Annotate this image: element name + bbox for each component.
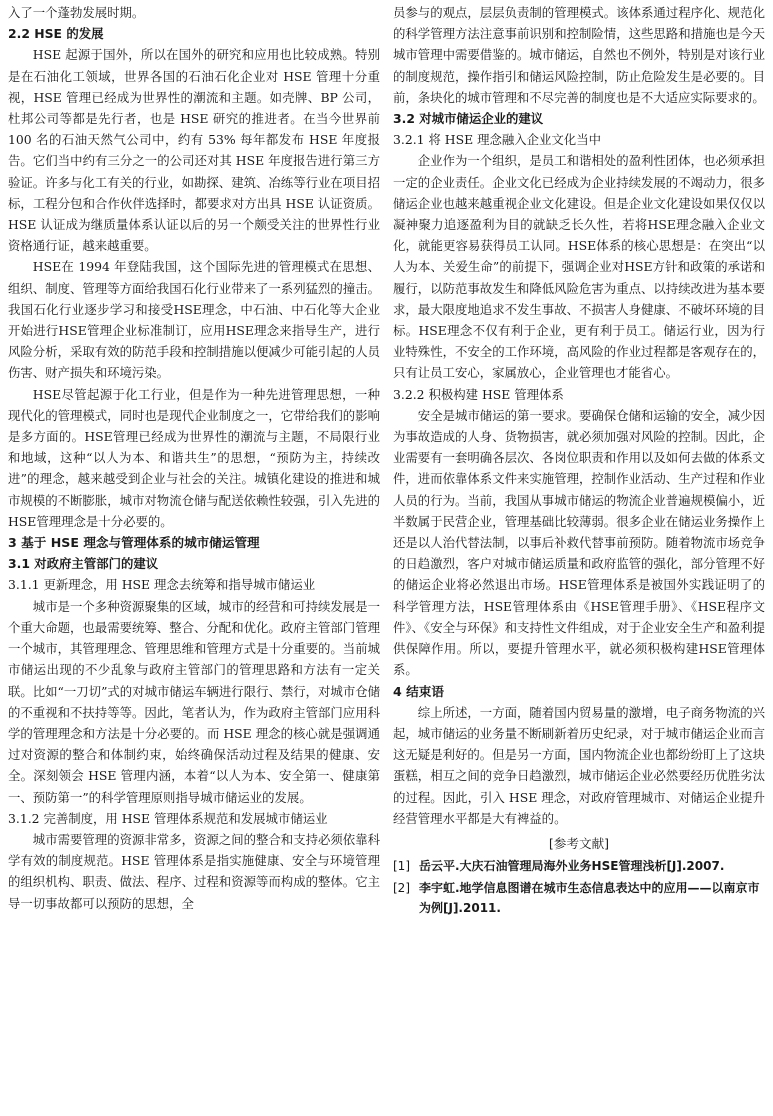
section-heading-3-2-1: 3.2.1 将 HSE 理念融入企业文化当中 [393,132,601,148]
reference-number: [1] [393,859,410,874]
paragraph: 城市是一个多种资源聚集的区域，城市的经营和可持续发展是一个重大命题，也最需要统筹、整合、分配和优化。政府主管部门管理一个城市，其管理理念、管理思维和管理方式是十分重要的。当前城市储运出现的不少乱象与政府主管部门的管理思路和方法有一定关联。比如“一刀切”式的对城市储运车辆进行限行、禁行，对城市仓储的不重视和不扶持等等。因此，笔者认为，作为政府主管部门应用科学的管理理念和方法是十分必要的。而 HSE 理念的核心就是强调通过对资源的整合和体制约束，始终确保活动过程及结果的健康、安全。深刻领会 HSE 管理内涵，本着“以人为本、安全第一、健康第一、预防第一”的科学管理原则指导城市储运业的发展。 [8,598,380,805]
reference-text: 岳云平.大庆石油管理局海外业务HSE管理浅析[J].2007. [419,859,725,874]
paragraph: 员参与的观点，层层负责制的管理模式。该体系通过程序化、规范化的科学管理方法注意事前识别和控制险情，这些思路和措施也是今天城市管理中需要借鉴的。城市储运，自然也不例外，特别是对该行业的制度规范，操作指引和储运风险控制，防止危险发生是必要的。目前，条块化的城市管理和不尽完善的制度也是不大适应实际要求的。 [393,5,765,105]
paragraph: 综上所述，一方面，随着国内贸易量的激增，电子商务物流的兴起，城市储运的业务量不断刷新着历史纪录，对于城市储运企业而言这无疑是利好的。但是另一方面，国内物流企业也都纷纷盯上了这块蛋糕，相互之间的竞争日趋激烈，城市储运企业必然要经历优胜劣汰的过程。因此，引入 HSE 理念，对政府管理城市、对储运企业提升经营管理水平都是大有裨益的。 [393,704,765,826]
section-heading-3-2: 3.2 对城市储运企业的建议 [393,111,544,127]
paragraph: HSE尽管起源于化工行业，但是作为一种先进管理思想，一种现代化的管理模式，同时也是现代企业制度之一，它带给我们的影响是多方面的。HSE管理已经成为世界性的潮流与主题，不局限行业和地域，这种“以人为本、和谐共生”的思想，“预防为主，持续改进”的理念，越来越受到企业与社会的关注。城镇化建设的推进和城市规模的不断膨胀，城市对物流仓储与配送依赖性较强，引入先进的HSE管理理念是十分必要的。 [8,386,380,529]
section-heading-3: 3 基于 HSE 理念与管理体系的城市储运管理 [8,535,260,551]
reference-text: 李宇虹.地学信息图谱在城市生态信息表达中的应用——以南京市为例[J].2011. [419,881,760,916]
section-heading-3-1-1: 3.1.1 更新理念，用 HSE 理念去统筹和指导城市储运业 [8,577,316,593]
section-heading-3-2-2: 3.2.2 积极构建 HSE 管理体系 [393,386,564,402]
reference-number: [2] [393,881,410,896]
section-heading-2-2: 2.2 HSE 的发展 [8,26,104,42]
left-column [8,2,380,1116]
section-heading-3-1-2: 3.1.2 完善制度，用 HSE 管理体系规范和发展城市储运业 [8,810,328,826]
right-column [393,2,765,1116]
paragraph: 企业作为一个组织，是员工和谐相处的盈利性团体，也必须承担一定的企业责任。企业文化已经成为企业持续发展的不竭动力，很多储运企业也越来越重视企业文化建设。但是企业文化建设如果仅仅以凝神聚力追逐盈利为目的就缺乏长久性，若将HSE理念融入企业文化，就能更容易获得员工认同。HSE体系的核心思想是：在突出“以人为本、关爱生命”的前提下，强调企业对HSE方针和政策的承诺和履行，以防范事故发生和降低风险危害为重点、以持续改进为基本要求，最大限度地追求不发生事故、不损害人身健康、不破坏环境的目标。HSE理念不仅有利于企业，更有利于员工。储运行业，因为行业特殊性，不安全的工作环境，高风险的作业过程都是客观存在的，只有让员工安心，家属放心，企业管理也才能省心。 [393,153,765,381]
paragraph: 入了一个蓬勃发展时期。 [8,5,145,20]
references-title: [参考文献] [548,835,610,851]
reference-item [393,878,765,918]
paragraph: 城市需要管理的资源非常多，资源之间的整合和支持必须依靠科学有效的制度规范。HSE 管理体系是指实施健康、安全与环境管理的组织机构、职责、做法、程序、过程和资源等而构成的整体。它主导一切事故都可以预防的思想，全 [8,831,380,911]
paragraph: HSE在 1994 年登陆我国，这个国际先进的管理模式在思想、组织、制度、管理等方面给我国石化行业带来了一系列猛烈的撞击。我国石化行业逐步学习和接受HSE理念，中石油、中石化等大企业开始进行HSE管理企业标准制订，应用HSE理念来指导生产，进行风险分析，采取有效的防范手段和控制措施以便减少可能引起的人员伤害、财产损失和环境污染。 [8,259,380,381]
reference-item [393,856,765,876]
paragraph: 安全是城市储运的第一要求。要确保仓储和运输的安全，减少因为事故造成的人身、货物损害，就必须加强对风险的控制。因此，企业需要有一套明确各层次、各岗位职责和作用以及如何去做的体系文件，进而依靠体系文件来实施管理，控制作业活动、生产过程和作业人员的行为。当前，我国从事城市储运的物流企业普遍规模偏小，近半数属于民营企业，管理基础比较薄弱。很多企业在储运业务操作上还是以人治代替法制，以事后补救代替事前预防。随着物流市场竞争的日趋激烈，客户对城市储运质量和政府监管的强化，部分管理不好的储运企业将必然退出市场。HSE管理体系是被国外实践证明了的科学管理方法，HSE管理体系由《HSE管理手册》、《HSE程序文件》、《安全与环保》和支持性文件组成，对于企业安全生产和盈利提供保障作用。所以，要提升管理水平，就必须积极构建HSE管理体系。 [393,407,765,678]
paragraph: HSE 起源于国外，所以在国外的研究和应用也比较成熟。特别是在石油化工领域，世界各国的石油石化企业对 HSE 管理十分重视，HSE 管理已经成为世界性的潮流和主题。如壳牌、BP 公司，杜邦公司等都是先行者，也是 HSE 研究的推进者。在当今世界前 100 名的石油天然气公司中，约有 53% 每年都发布 HSE 年度报告。它们当中约有三分之一的公司还对其 HSE 年度报告进行第三方验证。许多与化工有关的行业，如勘探、建筑、冶练等行业在项目招标，工程分包和合作伙伴选择时，都要求对方出具 HSE 认证资质。HSE 认证成为继质量体系认证以后的另一个颇受关注的世界性行业资格通行证，越来越重要。 [8,47,380,254]
section-heading-3-1: 3.1 对政府主管部门的建议 [8,556,159,572]
section-heading-4: 4 结束语 [393,683,444,699]
